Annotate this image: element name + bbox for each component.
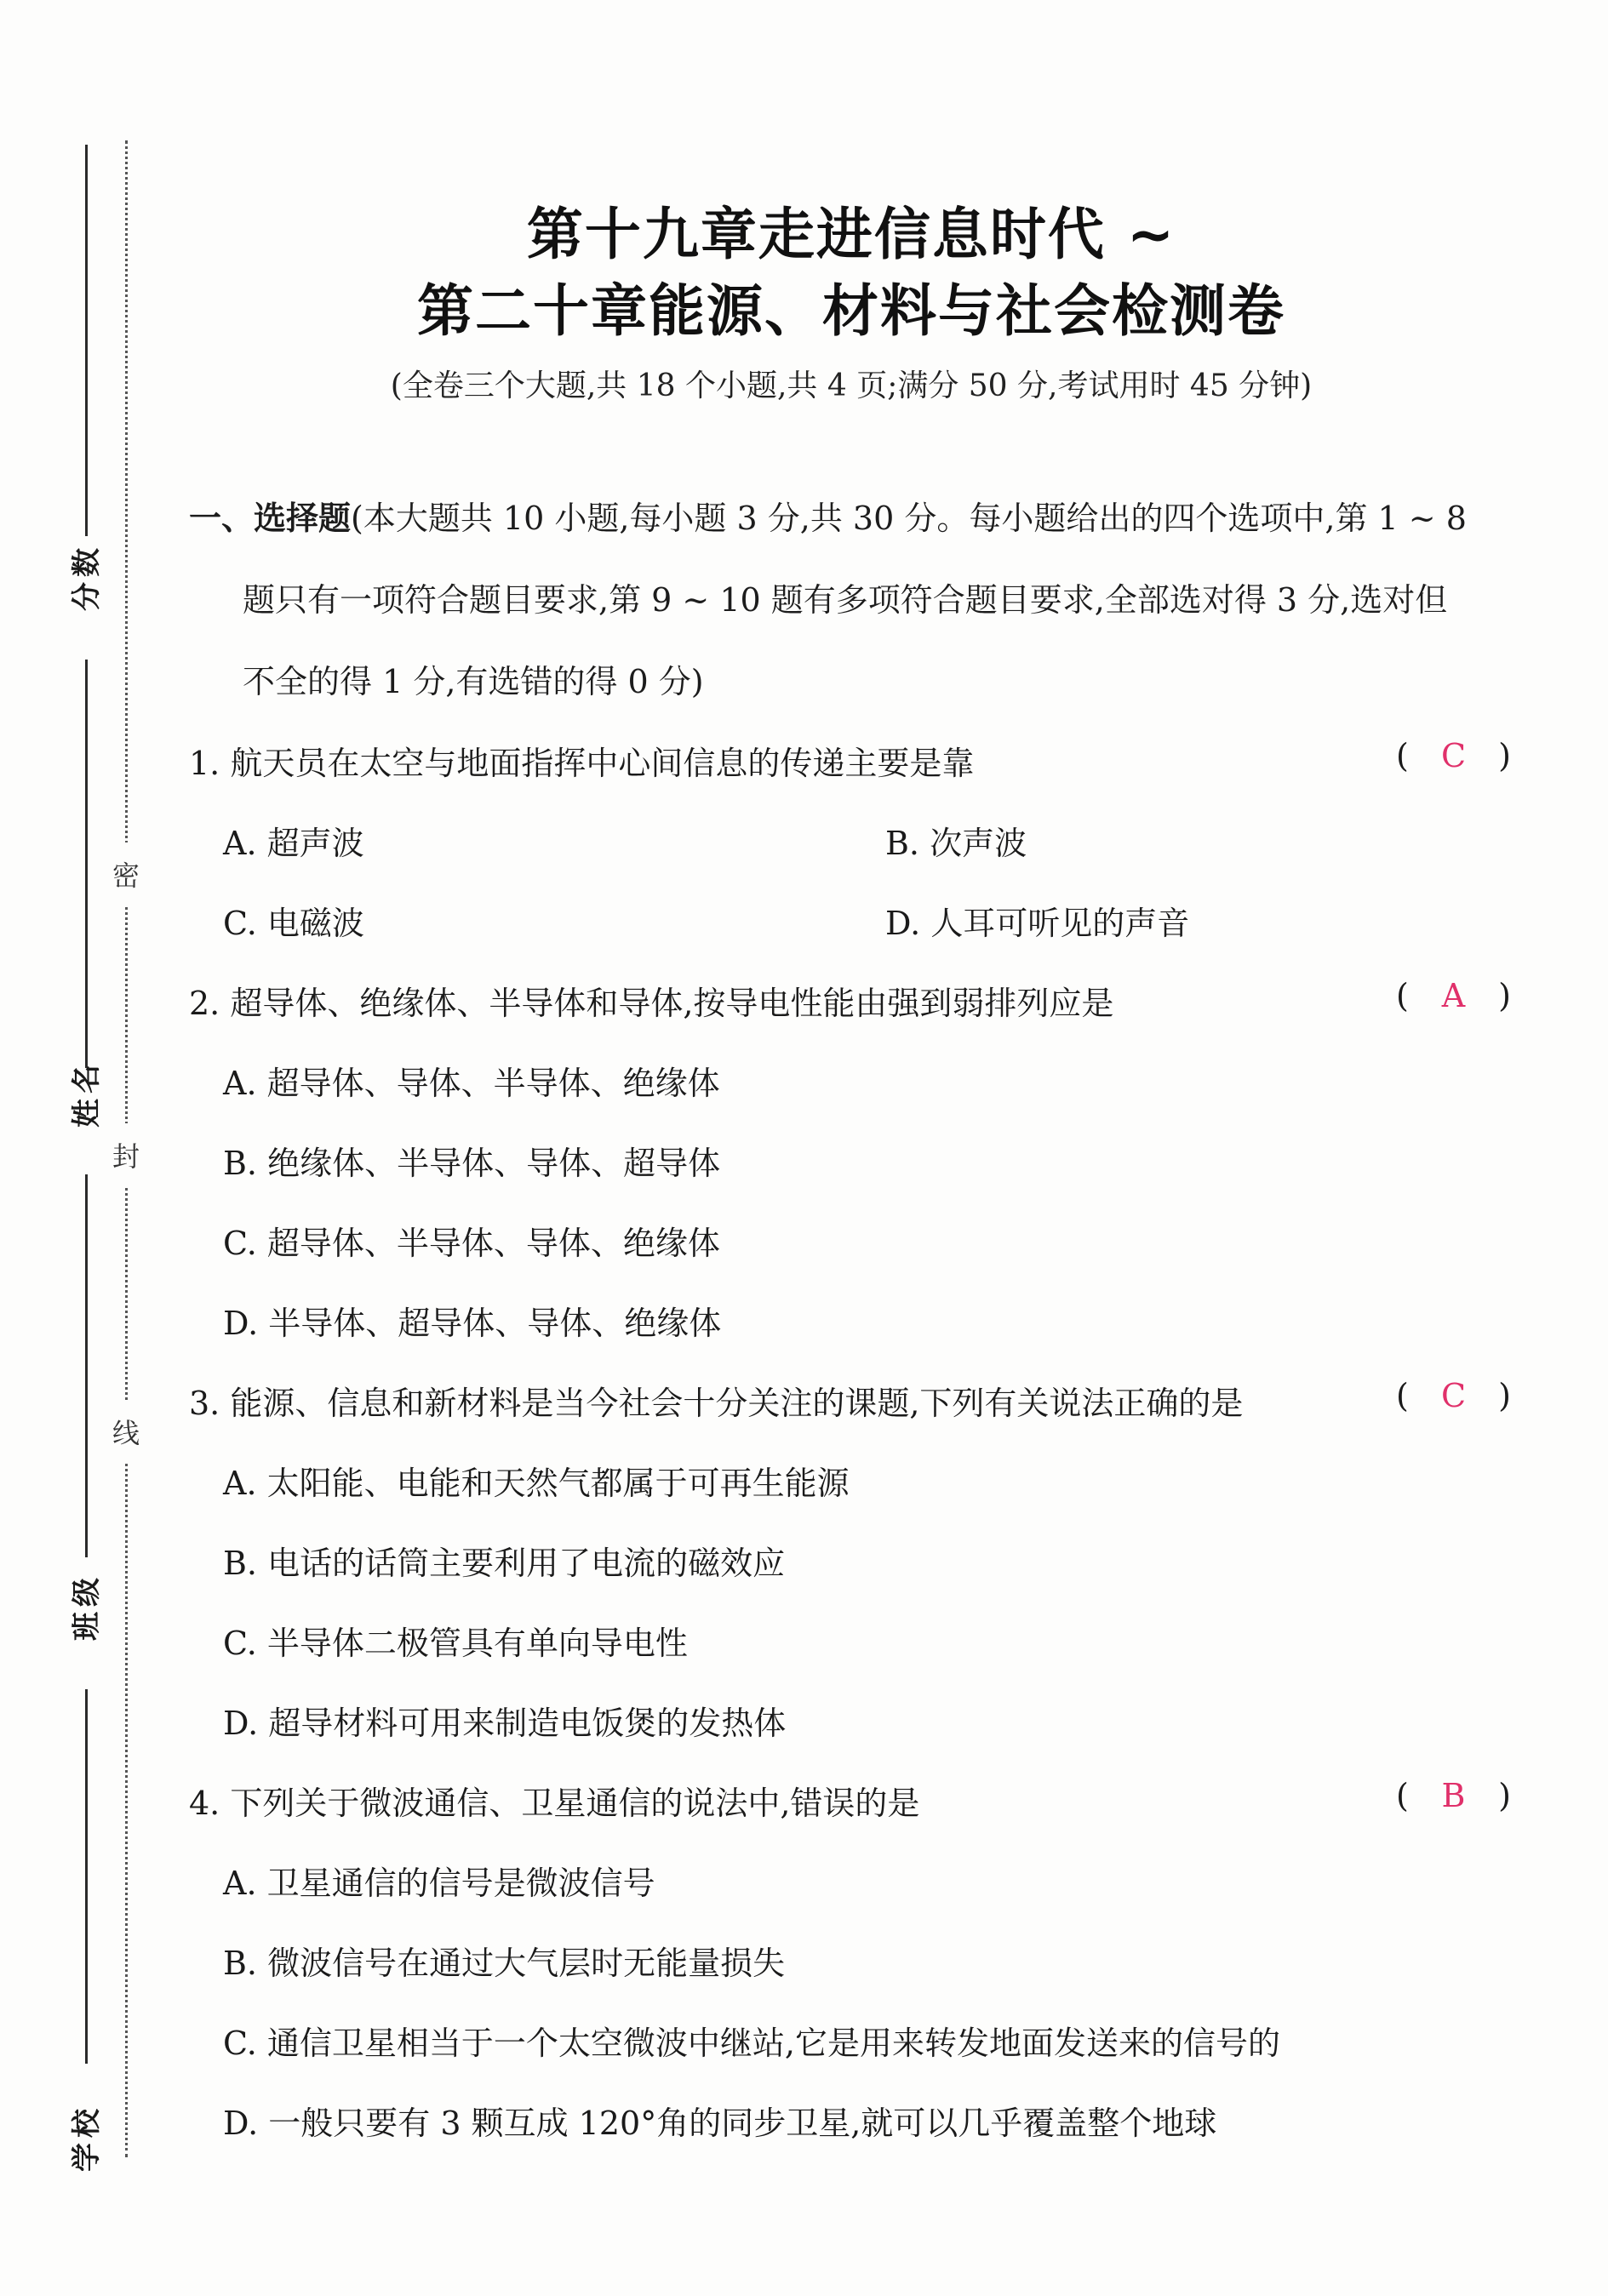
question-3-answer-box [1396, 1377, 1511, 1414]
exam-title-line1: 第十九章走进信息时代 ~ [526, 202, 1176, 267]
question-4-stem: 4. 下列关于微波通信、卫星通信的说法中,错误的是 [189, 1785, 920, 1822]
paren-open: ( [1396, 1377, 1409, 1414]
question-1-stem: 1. 航天员在太空与地面指挥中心间信息的传递主要是靠 [189, 745, 975, 782]
question-2-option-c: C. 超导体、半导体、导体、绝缘体 [223, 1225, 720, 1262]
seal-char-xian: 线 [109, 1400, 143, 1463]
question-2-answer: A [1441, 977, 1466, 1014]
paren-open: ( [1396, 737, 1409, 774]
question-1-option-a: A. 超声波 [223, 825, 364, 862]
question-3-option-b: B. 电话的话筒主要利用了电流的磁效应 [223, 1545, 786, 1582]
class-label: 班级 [70, 1573, 104, 1641]
question-3-option-c: C. 半导体二极管具有单向导电性 [223, 1625, 688, 1662]
question-4-option-b: B. 微波信号在通过大气层时无能量损失 [223, 1945, 786, 1982]
question-3-option-a: A. 太阳能、电能和天然气都属于可再生能源 [223, 1465, 850, 1502]
school-label: 学校 [70, 2104, 104, 2172]
question-1-option-c: C. 电磁波 [223, 905, 364, 942]
question-1-answer-box [1396, 737, 1511, 774]
binding-line-score [85, 145, 88, 536]
binding-line-name-top [85, 660, 88, 1068]
question-3-option-d: D. 超导材料可用来制造电饭煲的发热体 [223, 1705, 787, 1742]
question-4-option-a: A. 卫星通信的信号是微波信号 [223, 1865, 655, 1902]
name-label: 姓名 [70, 1059, 104, 1128]
section1-intro-line3: 不全的得 1 分,有选错的得 0 分) [243, 663, 704, 700]
section1-intro-line1 [189, 492, 1467, 539]
question-4-answer: B [1441, 1777, 1466, 1814]
question-3-stem: 3. 能源、信息和新材料是当今社会十分关注的课题,下列有关说法正确的是 [189, 1385, 1244, 1422]
exam-title-line2: 第二十章能源、材料与社会检测卷 [417, 278, 1285, 344]
section1-heading: 一、选择题 [189, 500, 352, 537]
paren-close: ) [1498, 737, 1511, 774]
question-2-stem: 2. 超导体、绝缘体、半导体和导体,按导电性能由强到弱排列应是 [189, 985, 1114, 1022]
question-1-answer: C [1440, 737, 1467, 774]
section1-intro-line2: 题只有一项符合题目要求,第 9 ~ 10 题有多项符合题目要求,全部选对得 3 分,选对但 [243, 581, 1448, 619]
question-2-answer-box [1396, 977, 1511, 1014]
exam-subtitle: (全卷三个大题,共 18 个小题,共 4 页;满分 50 分,考试用时 45 分钟) [390, 368, 1313, 403]
question-4-option-d: D. 一般只要有 3 颗互成 120°角的同步卫星,就可以几乎覆盖整个地球 [223, 2105, 1217, 2142]
question-1-option-b: B. 次声波 [885, 825, 1027, 862]
seal-char-mi: 密 [109, 842, 143, 905]
question-2-option-b: B. 绝缘体、半导体、导体、超导体 [223, 1145, 721, 1182]
question-2-option-a: A. 超导体、导体、半导体、绝缘体 [223, 1065, 720, 1102]
binding-margin [0, 0, 170, 2296]
score-label: 分数 [70, 543, 104, 611]
seal-char-feng: 封 [109, 1123, 143, 1186]
question-3-answer: C [1440, 1377, 1467, 1414]
binding-line-name-bottom [85, 1174, 88, 1557]
paren-open: ( [1396, 1777, 1409, 1814]
paren-close: ) [1498, 977, 1511, 1014]
paren-close: ) [1498, 1377, 1511, 1414]
question-2-option-d: D. 半导体、超导体、导体、绝缘体 [223, 1305, 722, 1342]
section1-intro-text1: (本大题共 10 小题,每小题 3 分,共 30 分。每小题给出的四个选项中,第 1 ~ 8 [351, 500, 1467, 537]
question-1-option-d: D. 人耳可听见的声音 [885, 905, 1190, 942]
question-4-answer-box [1396, 1777, 1511, 1814]
paren-open: ( [1396, 977, 1409, 1014]
binding-line-class-bottom [85, 1689, 88, 2064]
paren-close: ) [1498, 1777, 1511, 1814]
question-4-option-c: C. 通信卫星相当于一个太空微波中继站,它是用来转发地面发送来的信号的 [223, 2025, 1280, 2062]
